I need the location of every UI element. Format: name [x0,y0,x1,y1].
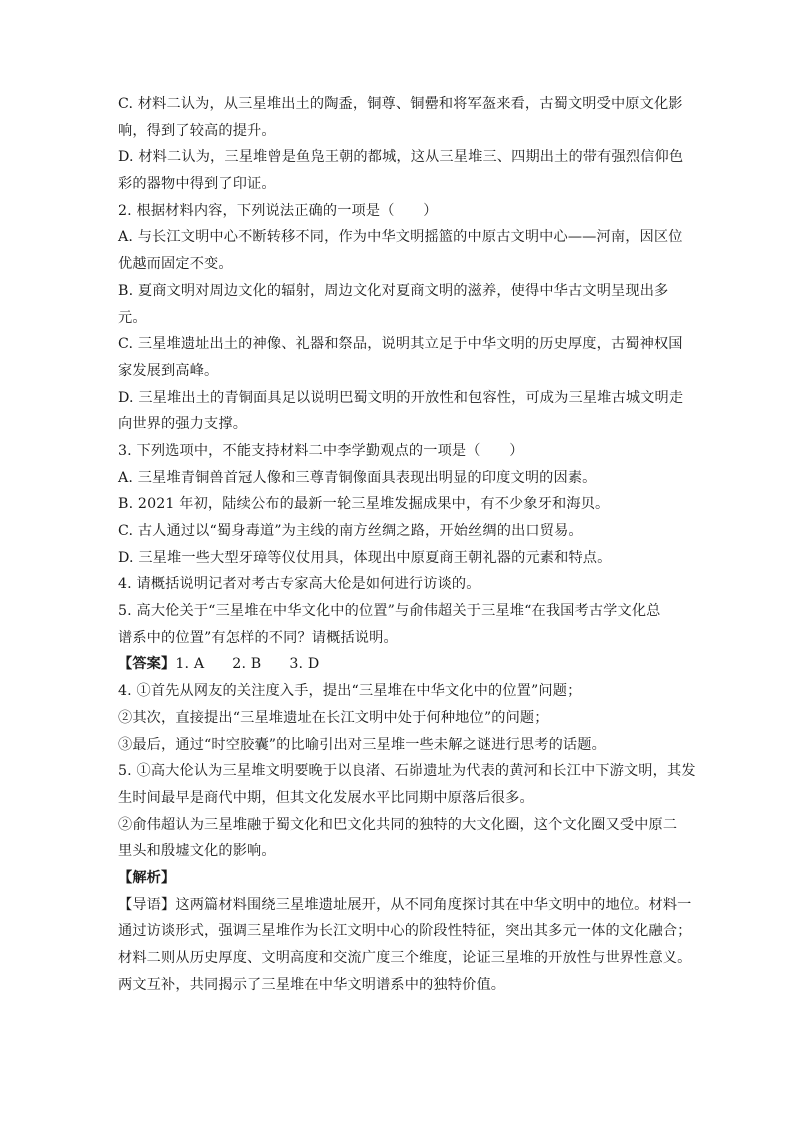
q3-option-c: C. 古人通过以“蜀身毒道”为主线的南方丝绸之路，开始丝绸的出口贸易。 [118,523,583,539]
q2-option-d-line-1: D. 三星堆出土的青铜面具足以说明巴蜀文明的开放性和包容性，可成为三星堆古城文明走 [118,389,684,406]
intro-line-3: 材料二则从历史厚度、文明高度和交流广度三个维度，论证三星堆的开放性与世界性意义。 [118,950,692,966]
question-4: 4. 请概括说明记者对考古专家高大伦是如何进行访谈的。 [118,576,481,593]
option-d-line-1: D. 材料二认为，三星堆曾是鱼凫王朝的都城，这从三星堆三、四期出土的带有强烈信仰色 [118,149,684,166]
option-d-line-2: 彩的器物中得到了印证。 [118,176,276,193]
q2-option-c-line-1: C. 三星堆遗址出土的神像、礼器和祭品，说明其立足于中华文明的历史厚度，古蜀神权国 [118,336,683,353]
answer-item-3: 3. D [289,656,320,673]
analysis-heading: 【解析】 [118,869,176,886]
answer-5-point-1-line-2: 生时间最早是商代中期，但其文化发展水平比同期中原落后很多。 [118,789,534,806]
q2-option-a-line-1: A. 与长江文明中心不断转移不同，作为中华文明摇篮的中原古文明中心——河南，因区位 [118,229,683,246]
q2-option-c-line-2: 家发展到高峰。 [118,362,219,379]
question-5-line-2: 谱系中的位置”有怎样的不同？请概括说明。 [118,629,398,646]
answer-5-point-2-line-1: ②俞伟超认为三星堆融于蜀文化和巴文化共同的独特的大文化圈，这个文化圈又受中原二 [118,816,678,833]
answer-5-point-1-line-1: 5. ①高大伦认为三星堆文明要晚于以良渚、石峁遗址为代表的黄河和长江中下游文明，其发 [118,763,696,780]
question-3: 3. 下列选项中，不能支持材料二中李学勤观点的一项是（ ） [118,442,524,459]
answer-4-step-1: 4. ①首先从网友的关注度入手，提出“三星堆在中华文化中的位置”问题； [118,683,582,700]
intro-line-2: 通过访谈形式，强调三星堆作为长江文明中心的阶段性特征，突出其多元一体的文化融合； [118,923,692,940]
intro-line-4: 两文互补，共同揭示了三星堆在中华文明谱系中的独特价值。 [118,976,506,993]
q3-option-b: B. 2021 年初，陆续公布的最新一轮三星堆发掘成果中，有不少象牙和海贝。 [118,496,610,513]
q2-option-b-line-1: B. 夏商文明对周边文化的辐射，周边文化对夏商文明的滋养，使得中华古文明呈现出多 [118,282,669,299]
document-page [118,91,696,998]
answer-4-step-2: ②其次，直接提出“三星堆遗址在长江文明中处于何种地位”的问题； [118,709,549,726]
answer-4-step-3: ③最后，通过“时空胶囊”的比喻引出对三星堆一些未解之谜进行思考的话题。 [118,736,606,753]
question-5-line-1: 5. 高大伦关于“三星堆在中华文化中的位置”与俞伟超关于三星堆“在我国考古学文化总 [118,603,661,620]
q3-option-d: D. 三星堆一些大型牙璋等仪仗用具，体现出中原夏商王朝礼器的元素和特点。 [118,549,612,566]
answer-5-point-2-line-2: 里头和殷墟文化的影响。 [118,843,276,860]
answer-label: 【答案】 [118,656,176,673]
option-c-line-2: 响，得到了较高的提升。 [118,122,276,139]
answer-line [118,651,678,678]
intro-line-1: 【导语】这两篇材料围绕三星堆遗址展开，从不同角度探讨其在中华文明中的地位。材料一 [118,896,692,913]
q2-option-d-line-2: 向世界的强力支撑。 [118,416,248,433]
answer-item-2: 2. B [232,656,262,673]
option-c-line-1: C. 材料二认为，从三星堆出土的陶盉，铜尊、铜罍和将军盔来看，古蜀文明受中原文化影 [118,96,683,112]
q2-option-a-line-2: 优越而固定不变。 [118,256,233,273]
q3-option-a: A. 三星堆青铜兽首冠人像和三尊青铜像面具表现出明显的印度文明的因素。 [118,469,597,486]
q2-option-b-line-2: 元。 [118,309,147,326]
answer-item-1: 1. A [175,656,205,673]
question-2: 2. 根据材料内容，下列说法正确的一项是（ ） [118,202,438,219]
